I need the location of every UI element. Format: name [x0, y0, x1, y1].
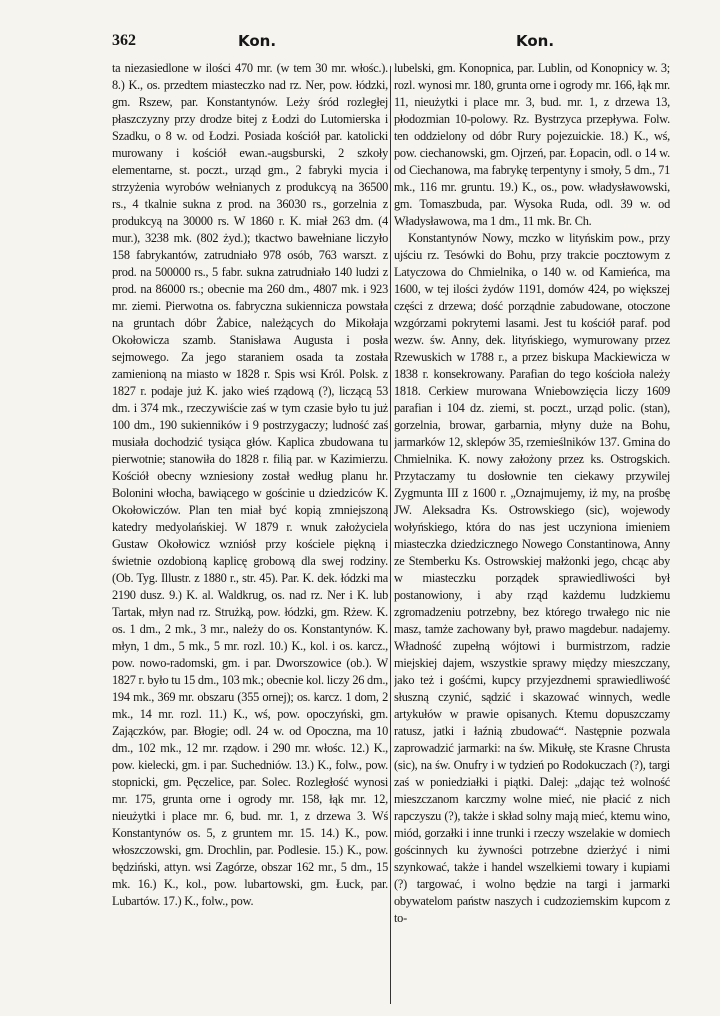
- left-running-head: Kon.: [238, 32, 277, 50]
- left-column-text: ta niezasiedlone w ilości 470 mr. (w tem 30 mr. włośc.). 8.) K., os. przedtem miasteczko nad rz. Ner, pow. łódzki, gm. Rszew, par. Konstantynów. Leży śród rozległej płaszczyzny przy drodze bitej z Łodzi do Lutomierska i Szadku, o 8 w. od Łodzi. Posiada kościół par. katolicki murowany i kościół ewan.-augsburski, 2 szkoły elementarne, st. poczt., urząd gm., 2 fabryki mycia i strzyżenia wyrobów wełnianych z produkcyą na 36500 rs., 4 tkalnie sukna z prod. na 36030 rs., gorzelnia z produkcyą na 30000 rs. W 1860 r. K. miał 263 dm. (4 mur.), 3238 mk. (802 żyd.); tkactwo bawełniane liczyło 158 fabrykantów, zatrudniało 978 osób, 763 warszt. z prod. na 500000 rs., 5 fabr. sukna zatrudniało 140 ludzi z prod. na 86000 rs.; obecnie ma 260 dm., 4807 mk. i 923 mr. ziemi. Pierwotna os. fabryczna sukiennicza powstała na gruntach dóbr Żabice, należących do Mikołaja Okołowicza szamb. Stanisława Augusta i posła sejmowego. Za jego staraniem osada ta została zamienioną na miasto w 1828 r. Spis wsi Król. Polsk. z 1827 r. podaje już K. jako wieś rządową (?), liczącą 53 dm. i 374 mk., rzeczywiście zaś w tym czasie było tu już 100 dm., 190 sukienników i 9 postrzygaczy; ludność zaś musiała dochodzić tysiąca głów. Kaplica zbudowana tu pierwotnie; stanowiła do 1828 r. filią par. w Kazimierzu. Kościół obecny wzniesiony został według planu hr. Bolonini włocha, bawiącego w gościnie u dziedziców K. Okołowiczów. Plan ten miał być kopią zmniejszoną katedry medyolańskiej. W 1879 r. wnuk założyciela Gustaw Okołowicz wzniósł przy kościele piękną i świetnie ozdobioną kaplicę grobową dla swej rodziny. (Ob. Tyg. Illustr. z 1880 r., str. 45). Par. K. dek. łódzki ma 2190 dusz. 9.) K. al. Waldkrug, os. nad rz. Ner i K. lub Tartak, młyn nad rz. Strużką, pow. łódzki, gm. Rżew. K. os. 1 dm., 2 mk., 3 mr., należy do os. Konstantynów. K. młyn, 1 dm., 5 mk., 5 mr. rozl. 10.) K., kol. i os. karcz., pow. nowo-radomski, gm. i par. Dworszowice (ob.). W 1827 r. było tu 15 dm., 103 mk.; obecnie kol. liczy 26 dm., 194 mk., 369 mr. obszaru (355 ornej); os. karcz. 1 dom, 2 mk., 14 mr. rozl. 11.) K., wś, pow. opoczyński, gm. Zajączków, par. Błogie; odl. 24 w. od Opoczna, ma 10 dm., 102 mk., 12 mr. rządow. i 290 mr. włośc. 12.) K., pow. kielecki, gm. i par. Suchedniów. 13.) K., folw., pow. stopnicki, gm. Pęczelice, par. Solec. Rozległość wynosi mr. 175, grunta orne i ogrody mr. 158, łąk mr. 12, nieużytki i place mr. 6, bud. mr. 1, z drzewa 3. Wś Konstantynów os. 5, z gruntem mr. 15. 14.) K., pow. włoszczowski, gm. Drochlin, par. Podlesie. 15.) K., pow. będziński, attyn. wsi Zagórze, obszar 162 mr., 5 dm., 15 mk. 16.) K., kol., pow. lubartowski, gm. Łuck, par. Lubartów. 17.) K., folw., pow.: [112, 61, 388, 908]
- page-number: 362: [112, 32, 136, 49]
- right-column: [394, 60, 670, 1008]
- right-running-head: Kon.: [516, 32, 555, 50]
- left-column: [112, 60, 388, 1008]
- column-divider: [390, 66, 391, 1004]
- right-column-entry-continuation: lubelski, gm. Konopnica, par. Lublin, od Konopnicy w. 3; rozl. wynosi mr. 180, grunta orne i ogrody mr. 166, łąk mr. 11, nieużytki i place mr. 3, bud. mr. 1, z drzewa 13, płodozmian 10-polowy. Rz. Bystrzyca przepływa. Folw. ten oddzielony od dóbr Rury pojezuickie. 18.) K., wś, pow. ciechanowski, gm. Ojrzeń, par. Łopacin, odl. o 14 w. od Ciechanowa, ma fabrykę terpentyny i smoły, 5 dm., 71 mk., 116 mr. gruntu. 19.) K., os., pow. władysławowski, gm. Tomaszbuda, par. Wysoka Ruda, odl. 39 w. od Władysławowa, ma 1 dm., 11 mk. Br. Ch.: [394, 61, 670, 228]
- entry-konstantynow-nowy: Konstantynów Nowy, mczko w lityńskim pow., przy ujściu rz. Tesówki do Bohu, przy trakcie pocztowym z Latyczowa do Chmielnika, o 140 w. od Kamieńca, ma 1600, w tej ilości żydów 1191, domów 424, po większej części z drzewa; dość porządnie zabudowane, otoczone wzgórzami pokrytemi lasami. Jest tu kościół paraf. pod wezw. św. Anny, dek. lityńskiego, wymurowany przez Rzewuskich w 1788 r., a przez biskupa Mackiewicza w 1838 r. konsekrowany. Parafian do tego kościoła należy 1818. Cerkiew murowana Wniebowzięcia liczy 1609 parafian i 104 dz. ziemi, st. poczt., urząd polic. (stan), gorzelnia, browar, garbarnia, młyny duże na Bohu, jarmarków 12, sklepów 35, rzemieślników 137. Gmina do Chmielnika. K. nowy założony przez ks. Ostrogskich. Przytaczamy tu dosłownie ten ciekawy przywilej Zygmunta III z 1600 r. „Oznajmujemy, iż my, na prośbę JW. Aleksadra Ks. Ostrowskiego (sic), wojewody wołyńskiego, która do nas jest uczyniona imieniem miasteczka dziedzicznego Nowego Constantinowa, Anny ze Stemberku Ks. Ostrowskiej małżonki jego, chcąc aby w miasteczku porządek sprawiedliwości był postanowiony, i aby rząd każdemu ludzkiemu zgromadzeniu potrzebny, bez którego trwałego nic nie masz, tamże zachowany był, prawo magdebur. nadajemy. Władność zupełną wójtowi i burmistrzom, radzie miejskiej dajem, wszystkie sprawy między mieszczany, jako też i gośćmi, kupcy przyjezdnemi sprawiedliwość słuszną czynić, sądzić i skazować winnych, wedle artykułów w prawie opisanych. Ktemu dopuszczamy ratusz, jatki i łaźnią zbudować“. Następnie pozwala zaprowadzić jarmarki: na św. Mikułę, ste Krasne Chrusta (sic), na św. Onufry i w tydzień po Rodokuczach (?), targi zaś w poniedziałki i piątki. Dalej: „dając też wolność mieszczanom karczmy wolne mieć, nie płacić z nich rapczyszu (?), także i skład solny mają mieć, ktemu wino, miód, gorzałki i inne trunki i rzeczy wszelakie w domiech gościnnych ku żywności potrzebne dzierżyć i nimi szynkować, także i handel wszelkiemi towary i kupiami (?) targować, i wolno będzie na targi i jarmarki obywatelom państw naszych i cudzoziemskim kupcom z to-: [394, 231, 670, 925]
